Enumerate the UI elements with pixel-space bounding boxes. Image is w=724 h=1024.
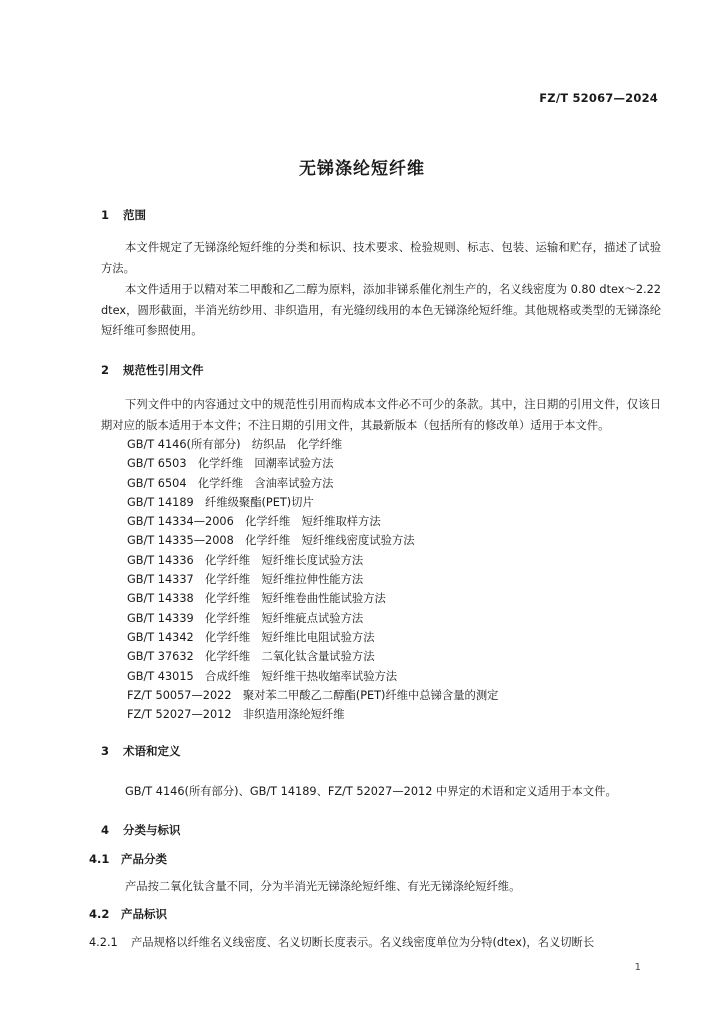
document-title: 无锑涤纶短纤维 [299, 159, 425, 179]
reference-item: GB/T 6504 化学纤维 含油率试验方法 [127, 476, 334, 490]
section-title: 范围 [123, 208, 147, 222]
reference-item: GB/T 14338 化学纤维 短纤维卷曲性能试验方法 [127, 592, 386, 606]
reference-item: GB/T 14337 化学纤维 短纤维拉伸性能方法 [127, 573, 364, 587]
reference-item: FZ/T 52027—2012 非织造用涤纶短纤维 [127, 708, 345, 722]
reference-item: GB/T 43015 合成纤维 短纤维干热收缩率试验方法 [127, 669, 398, 683]
reference-item: GB/T 14334—2006 化学纤维 短纤维取样方法 [127, 515, 381, 529]
section-number: 4 [101, 823, 110, 837]
clause-text: 产品规格以纤维名义线密度、名义切断长度表示。名义线密度单位为分特(dtex)，名义切断长 [131, 936, 595, 949]
section-1-paragraph-2: 本文件适用于以精对苯二甲酸和乙二醇为原料，添加非锑系催化剂生产的，名义线密度为 0.80 dtex～2.22 dtex，圆形截面，半消光纺纱用、非织造用，有光缝纫线用的本色无锑涤纶短纤维。其他规格或类型的无锑涤纶短纤维可参照使用。 [101, 283, 661, 337]
section-title: 分类与标识 [123, 823, 181, 837]
section-title: 产品标识 [121, 907, 168, 921]
section-1-heading [101, 207, 146, 223]
reference-item: GB/T 14336 化学纤维 短纤维长度试验方法 [127, 553, 364, 567]
section-title: 规范性引用文件 [123, 363, 204, 377]
section-number: 4.2.1 [89, 936, 118, 949]
reference-item: GB/T 14339 化学纤维 短纤维疵点试验方法 [127, 611, 364, 625]
reference-item: GB/T 37632 化学纤维 二氧化钛含量试验方法 [127, 650, 375, 664]
reference-item: GB/T 14342 化学纤维 短纤维比电阻试验方法 [127, 630, 375, 644]
section-1-paragraph-1: 本文件规定了无锑涤纶短纤维的分类和标识、技术要求、检验规则、标志、包装、运输和贮存，描述了试验方法。 [101, 241, 661, 275]
reference-item: GB/T 14335—2008 化学纤维 短纤维线密度试验方法 [127, 534, 415, 548]
section-4-heading [101, 822, 181, 838]
page-number: 1 [634, 962, 641, 973]
section-3-text: GB/T 4146(所有部分)、GB/T 14189、FZ/T 52027—2012 中界定的术语和定义适用于本文件。 [125, 785, 617, 798]
section-4-1-heading [89, 851, 167, 867]
section-2-intro: 下列文件中的内容通过文中的规范性引用而构成本文件必不可少的条款。其中，注日期的引用文件，仅该日期对应的版本适用于本文件；不注日期的引用文件，其最新版本（包括所有的修改单）适用于本文件。 [101, 398, 661, 432]
section-4-2-1-text [89, 933, 649, 953]
standard-number: FZ/T 52067—2024 [539, 91, 658, 105]
reference-item: GB/T 14189 纤维级聚酯(PET)切片 [127, 495, 314, 509]
normative-reference-list [127, 435, 498, 724]
section-3-heading [101, 743, 181, 759]
section-title: 术语和定义 [123, 744, 181, 758]
section-number: 1 [101, 208, 110, 222]
section-4-2-heading [89, 906, 167, 922]
reference-item: GB/T 6503 化学纤维 回潮率试验方法 [127, 457, 334, 471]
section-number: 4.2 [89, 907, 110, 921]
section-2-heading [101, 362, 204, 378]
reference-item: GB/T 4146(所有部分) 纺织品 化学纤维 [127, 438, 343, 451]
reference-item: FZ/T 50057—2022 聚对苯二甲酸乙二醇酯(PET)纤维中总锑含量的测定 [127, 688, 499, 702]
section-number: 4.1 [89, 852, 110, 866]
section-number: 3 [101, 744, 110, 758]
section-title: 产品分类 [121, 852, 168, 866]
section-number: 2 [101, 363, 110, 377]
section-4-1-text: 产品按二氧化钛含量不同，分为半消光无锑涤纶短纤维、有光无锑涤纶短纤维。 [125, 880, 521, 893]
